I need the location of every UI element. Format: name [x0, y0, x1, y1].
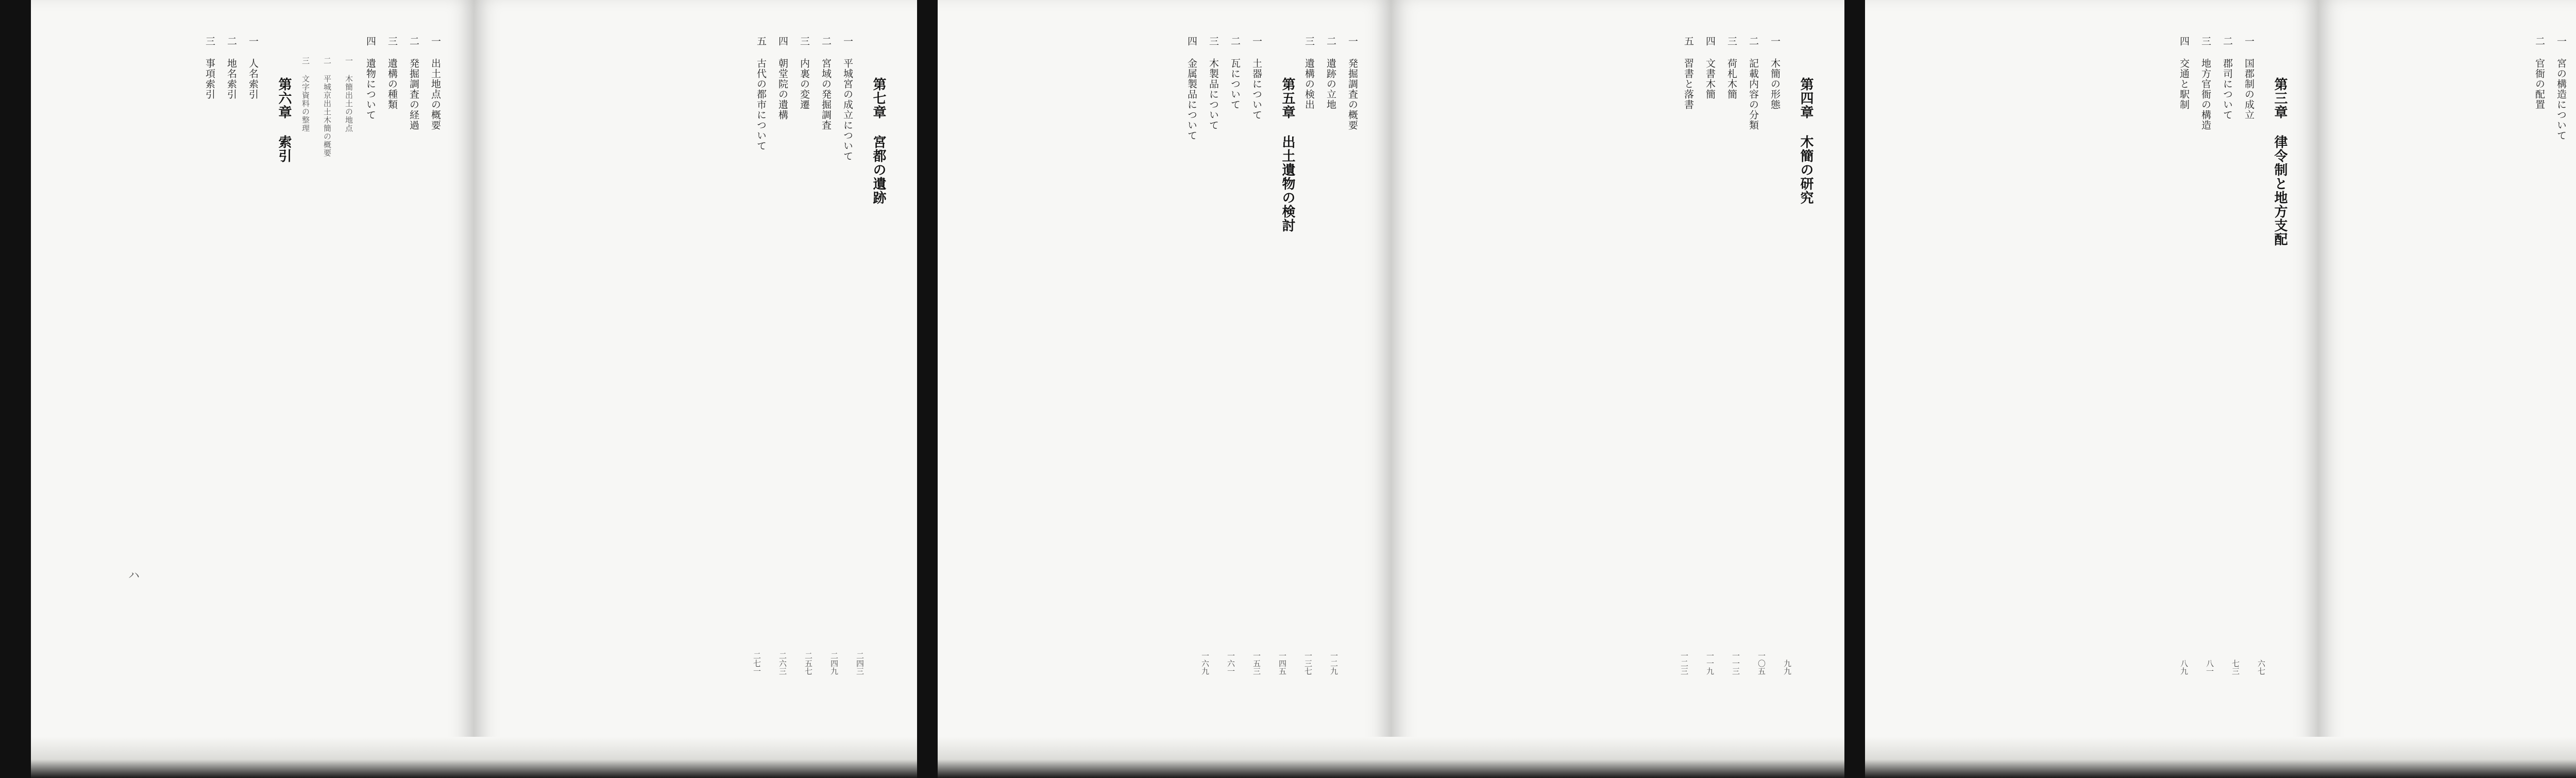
gutter-2: [1844, 0, 1865, 778]
spread1-right-page: [474, 0, 917, 778]
toc-entry: 四 朝堂院の遺構: [777, 36, 788, 120]
page-number: 七三: [2231, 659, 2240, 675]
toc-entry: 五 習書と落書: [1683, 36, 1694, 110]
page-marker: ハ: [128, 569, 140, 582]
toc-entry: 四 金属製品について: [1186, 36, 1197, 141]
page-number: 一六九: [1200, 652, 1210, 675]
page-number: 八九: [2179, 659, 2189, 675]
toc-entry: 二 平城京出土木簡の概要: [323, 57, 332, 157]
toc-entry: 二 宮域の発掘調査: [820, 36, 832, 130]
page-number: 一三七: [1303, 652, 1313, 675]
toc-entry: 二 地名索引: [226, 36, 237, 99]
toc-entry: 三 事項索引: [204, 36, 215, 99]
page-number: 二四九: [829, 652, 839, 675]
toc-entry: 三 内裏の変遷: [799, 36, 810, 110]
toc-entry: 四 交通と駅制: [2178, 36, 2190, 110]
page-number: 二四三: [855, 652, 865, 675]
page-number: 六七: [2257, 659, 2266, 675]
page-number: 一一九: [1705, 652, 1715, 675]
spread1-left-page: [31, 0, 474, 778]
gutter-left: [0, 0, 31, 778]
spread2-right-page: [1391, 0, 1844, 778]
chapter-heading: 第四章 木簡の研究: [1798, 77, 1814, 205]
toc-entry: 四 遺物について: [365, 36, 376, 120]
page-number: 一六一: [1226, 652, 1235, 675]
toc-entry: 三 遺構の種類: [386, 36, 398, 110]
chapter-heading: 第五章 出土遺物の検討: [1280, 77, 1295, 232]
toc-entry: 二 官衙の配置: [2534, 36, 2545, 110]
toc-entry: 三 荷札木簡: [1726, 36, 1737, 99]
toc-entry: 一 人名索引: [247, 36, 259, 99]
page-number: 二五七: [804, 652, 813, 675]
toc-entry: 一 土器について: [1251, 36, 1262, 120]
chapter-heading: 第六章 索引: [276, 77, 292, 163]
toc-entry: 三 木製品について: [1208, 36, 1219, 130]
toc-entry: 三 文字資料の整理: [301, 57, 310, 132]
page-number: 二六三: [778, 652, 787, 675]
chapter-heading: 第三章 律令制と地方支配: [2272, 77, 2287, 246]
page-number: 九九: [1783, 659, 1792, 675]
toc-entry: 三 地方官衙の構造: [2200, 36, 2211, 130]
toc-entry: 二 記載内容の分類: [1748, 36, 1759, 130]
spread3-left-page: [1865, 0, 2318, 778]
page-number: 一一三: [1731, 652, 1740, 675]
page-number: 一〇五: [1757, 652, 1766, 675]
spread3-right-page: [2318, 0, 2576, 778]
page-number: 八一: [2205, 659, 2214, 675]
gutter-1: [917, 0, 938, 778]
toc-entry: 一 国郡制の成立: [2243, 36, 2255, 120]
toc-entry: 五 古代の都市について: [755, 36, 767, 151]
toc-entry: 一 木簡出土の地点: [344, 57, 353, 132]
page-number: 二七一: [752, 652, 761, 675]
toc-entry: 二 遺跡の立地: [1325, 36, 1336, 110]
toc-entry: 一 平城宮の成立について: [842, 36, 853, 161]
toc-entry: 二 発掘調査の経過: [408, 36, 419, 130]
page-number: 一二九: [1329, 652, 1338, 675]
toc-entry: 二 瓦について: [1229, 36, 1241, 110]
page-number: 一五三: [1252, 652, 1261, 675]
page-number: 一二三: [1680, 652, 1689, 675]
chapter-heading: 第七章 宮都の遺跡: [871, 77, 886, 205]
toc-entry: 一 出土地点の概要: [430, 36, 441, 130]
toc-entry: 二 郡司について: [2222, 36, 2233, 120]
toc-entry: 三 遺構の検出: [1303, 36, 1315, 110]
toc-entry: 四 文書木簡: [1704, 36, 1716, 99]
page-number: 一四五: [1278, 652, 1287, 675]
toc-entry: 一 宮の構造について: [2555, 36, 2567, 141]
spread2-left-page: [938, 0, 1391, 778]
toc-entry: 一 木簡の形態: [1769, 36, 1781, 110]
toc-entry: 一 発掘調査の概要: [1347, 36, 1358, 130]
